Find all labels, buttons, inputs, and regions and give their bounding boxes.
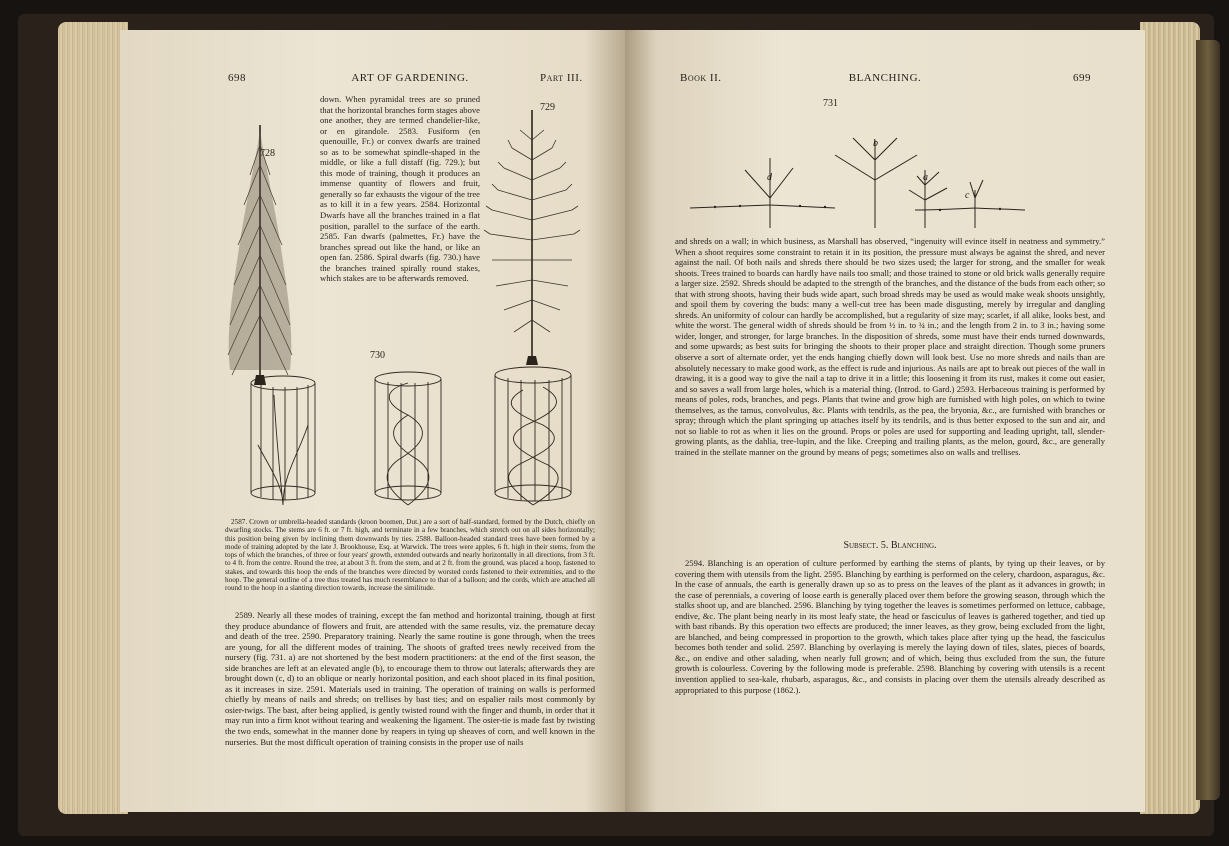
right-blanching-text bbox=[675, 558, 1105, 695]
left-bottom-text bbox=[225, 610, 595, 747]
figure-731-letter-b: b bbox=[873, 138, 878, 149]
book-spine-edge bbox=[1196, 40, 1220, 800]
figure-731-letter-c: c bbox=[965, 190, 970, 201]
figure-728-number: 728 bbox=[260, 148, 275, 159]
text-shreds-and-nails: and shreds on a wall; in which business, as Marshall has observed, “ingenuity will evince itself in neatness and symmetry.” When a shoot requires some constraint to retain it in its position, the pressure must always be against the shred, and never against the nail. Of both nails and shreds there should be two sizes used; the larger for strong, and the smaller for weak shoots. Trees trained to boards can hardly have nails too small; and those trained to stone or old brick walls generally require a larger size. 2592. Shreds should be adapted to the strength of the branches, and the distance of the buds from each other; so that with strong shoots, having their buds wide apart, such broad shreds may be used as would make weak shoots unsightly, and spoil them by covering the buds: many a well-cut tree has been made disgusting, merely by irregular and dangling shreds. An uniformity of colour can hardly be accomplished, but a regularity of size may; scarlet, if all alike, looks best, and white the worst. The general width of shreds should be from ½ in. to ¾ in.; and the length from 2 in. to 3 in.; having some wider, longer, and stronger, for large branches. In the disposition of shreds, some must have their ends turned downwards, and some upwards; as best suits for bringing the shoots to their proper place and straight direction. Though some pruners observe a sort of alternate order, yet the ends hanging chiefly down will look best. Use no more shreds and nails than are absolutely necessary to make good work, as the effect is rude and injurious. As nails are apt to break out pieces of the wall in drawing, it is a good way to give the nail a tap to drive it in a little; this loosening it from its rust, makes it come out easier, and so saves a wall from large holes, which is a material thing. (Introd. to Gard.) 2593. Herbaceous training is performed by means of poles, rods, branches, and pegs. Plants that twine and grow high are furnished with high poles, on which to twine themselves, as the tamus, convolvulus, &c. Plants with tendrils, as the pea, the bryonia, &c., are furnished with branches or spray; through which the plant springing up attaches itself by its tendrils, and is thus better exposed to the sun and air, and not so liable to rot as when it lies on the ground. Props or poles are used for supporting and leading upright, tall, slender-growing plants, as the dahlia, tree-lupin, and the like. Creeping and trailing plants, as the melon, gourd, &c., are generally trained in the stellate manner on the ground by means of pegs; sometimes also on walls and trellises. bbox=[675, 236, 1105, 457]
text-training-modes: down. When pyramidal trees are so pruned that the horizontal branches form stages above one another, they are termed chandelier-like, or en girandole. 2583. Fusiform (en quenouille, Fr.) or convex dwarfs are trained so as to be somewhat spindle-shaped in the middle, or like a full distaff (fig. 729.); but this mode of training, though it produces an immense quantity of flowers and fruit, generally so far exhausts the vigour of the tree as to kill it in a few years. 2584. Horizontal Dwarfs have all the branches trained in a flat position, parallel to the surface of the earth. 2585. Fan dwarfs (palmettes, Fr.) have the branches spread out like the hand, or like an open fan. 2586. Spiral dwarfs (fig. 730.) have the branches trained spirally round stakes, which stakes are to be afterwards removed. bbox=[320, 94, 480, 284]
figure-731-letter-d: d bbox=[767, 172, 772, 183]
left-part-label: Part III. bbox=[540, 72, 583, 84]
text-preparatory-training: 2589. Nearly all these modes of training, except the fan method and horizontal training, though at first they produce abundance of flowers and fruit, are attended with the same results, viz. the premature decay and death of the tree. 2590. Preparatory training. Nearly the same routine is gone through, when the trees are young, for all the different modes of training. The shoots of grafted trees newly received from the nursery (fig. 731. a) are not shortened by the best modern practitioners: at the end of the first season, the side branches are left at an elevated angle (b), to encourage them to throw out laterals; afterwards they are brought down (c, d) to an oblique or nearly horizontal position, and each shoot placed in its final position, as it increases in size. 2591. Materials used in training. The operation of training on walls is performed chiefly by means of nails and shreds; on trellises by bast ties; and on espalier rails most commonly by osier-twigs. The bast, after being applied, is gently twisted round with the finger and thumb, in order that it may run into a firm knot without tearing and weakening the ligament. The osier-tie is made fast by twisting the two ends, somewhat in the manner done by reapers in tying up sheaves of corn, and well known in the nurseries. But the most difficult operation of training consists in the proper use of nails bbox=[225, 610, 595, 747]
right-running-title: BLANCHING. bbox=[848, 72, 922, 84]
left-page-number: 698 bbox=[228, 72, 246, 84]
right-main-text bbox=[675, 236, 1105, 457]
page-edges-left bbox=[58, 22, 128, 814]
left-top-column-text bbox=[320, 94, 480, 284]
text-blanching: 2594. Blanching is an operation of culture performed by earthing the stems of plants, by tying up their leaves, or by covering them with utensils from the light. 2595. Blanching by earthing is performed on the celery, chardoon, asparagus, &c. In the case of annuals, the earth is generally drawn up so as to press on the leaves of the plant as it advances in growth; in the case of perennials, a covering of loose earth is generally placed over them before the growing season, through which the stalks shoot up, and are blanched. 2596. Blanching by tying together the leaves is sometimes performed on lettuce, cabbage, endive, &c. The plant being nearly in its most leafy state, the head or fasciculus of leaves is gathered together, and tied up with bast ribands. By this operation two effects are produced; the inner leaves, as they grow, being excluded from the light, are blanched, and being compressed in proportion to the growth, which takes place after tying up the head, the fasciculus becomes both tender and solid. 2597. Blanching by overlaying is merely the laying down of tiles, slates, pieces of boards, &c., on endive and other salading, when nearly full grown; and of which, being thus excluded from the sun, the future growth is colourless. Covering by the following mode is preferable. 2598. Blanching by covering with utensils is a recent invention applied to sea-kale, rhubarb, asparagus, &c., and consists in placing over them the utensils already described as appropriated to this purpose (1862.). bbox=[675, 558, 1105, 695]
figure-729-number: 729 bbox=[540, 102, 555, 113]
left-running-title: ART OF GARDENING. bbox=[351, 72, 469, 84]
left-caption-text bbox=[225, 518, 595, 593]
figure-730-spiral-training bbox=[238, 365, 598, 510]
figure-730-number: 730 bbox=[370, 350, 385, 361]
left-page bbox=[120, 30, 625, 812]
right-book-label: Book II. bbox=[680, 72, 722, 84]
figure-729-spindle-tree bbox=[482, 110, 582, 370]
figure-731-number: 731 bbox=[823, 98, 838, 109]
page-edges-right bbox=[1140, 22, 1200, 814]
text-crown-balloon-standards: 2587. Crown or umbrella-headed standards (kroon boomen, Dut.) are a sort of half-standard, formed by the Dutch, chiefly on dwarfing stocks. The stems are 6 ft. or 7 ft. high, and terminate in a few branches, which stretch out on all sides horizontally; this position being given by inclining them downwards by ties. 2588. Balloon-headed standard trees have been formed by a mode of training adopted by the late J. Brookhouse, Esq. at Warwick. The trees were apples, 6 ft. high in their stems, from the tops of which the branches, of three or four years' growth, extended outwards and nearly horizontally in all directions, from 3 ft. to 4 ft. from the centre. Round the tree, at about 3 ft. from the stem, and at 2 ft. from the ground, was placed a hoop, fastened to stakes, and towards this hoop the ends of the branches were directed by worsted cords fastened to their extremities, and to the hoop. The general outline of a tree thus treated has much resemblance to that of a balloon; and the cords, which are attached all round to the hoop in a slanting direction towards, increase the similitude. bbox=[225, 518, 595, 593]
subsect-blanching-heading: Subsect. 5. Blanching. bbox=[843, 540, 937, 551]
right-page-number: 699 bbox=[1073, 72, 1091, 84]
figure-731-preparatory-training bbox=[685, 110, 1025, 235]
figure-731-letter-a: a bbox=[923, 172, 928, 183]
figure-728-pyramid-tree bbox=[220, 125, 300, 395]
right-page bbox=[625, 30, 1145, 812]
